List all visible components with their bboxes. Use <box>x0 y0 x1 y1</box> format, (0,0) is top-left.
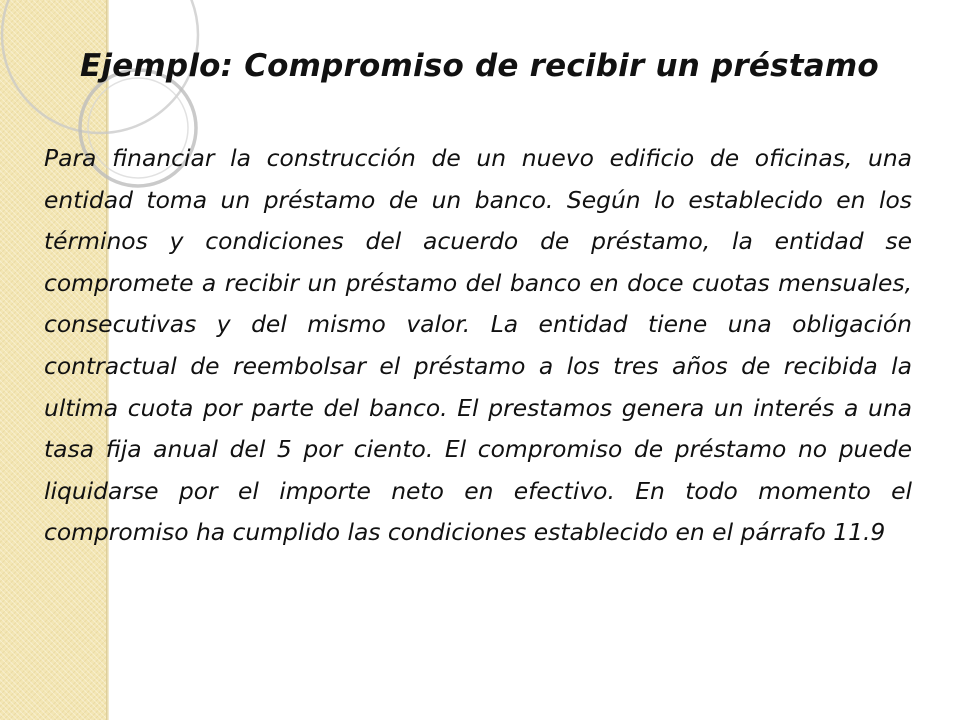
slide-title: Ejemplo: Compromiso de recibir un préstamo <box>80 48 879 84</box>
slide-body-text: Para financiar la construcción de un nuevo edificio de oficinas, una entidad toma un préstamo de un banco. Según lo establecido en los términos y condiciones del acuerdo de préstamo, la entidad se compromete a recibir un préstamo del banco en doce cuotas mensuales, consecutivas y del mismo valor. La entidad tiene una obligación contractual de reembolsar el préstamo a los tres años de recibida la ultima cuota por parte del banco. El prestamos genera un interés a una tasa fija anual del 5 por ciento. El compromiso de préstamo no puede liquidarse por el importe neto en efectivo. En todo momento el compromiso ha cumplido las condiciones establecido en el párrafo 11.9 <box>44 144 912 547</box>
